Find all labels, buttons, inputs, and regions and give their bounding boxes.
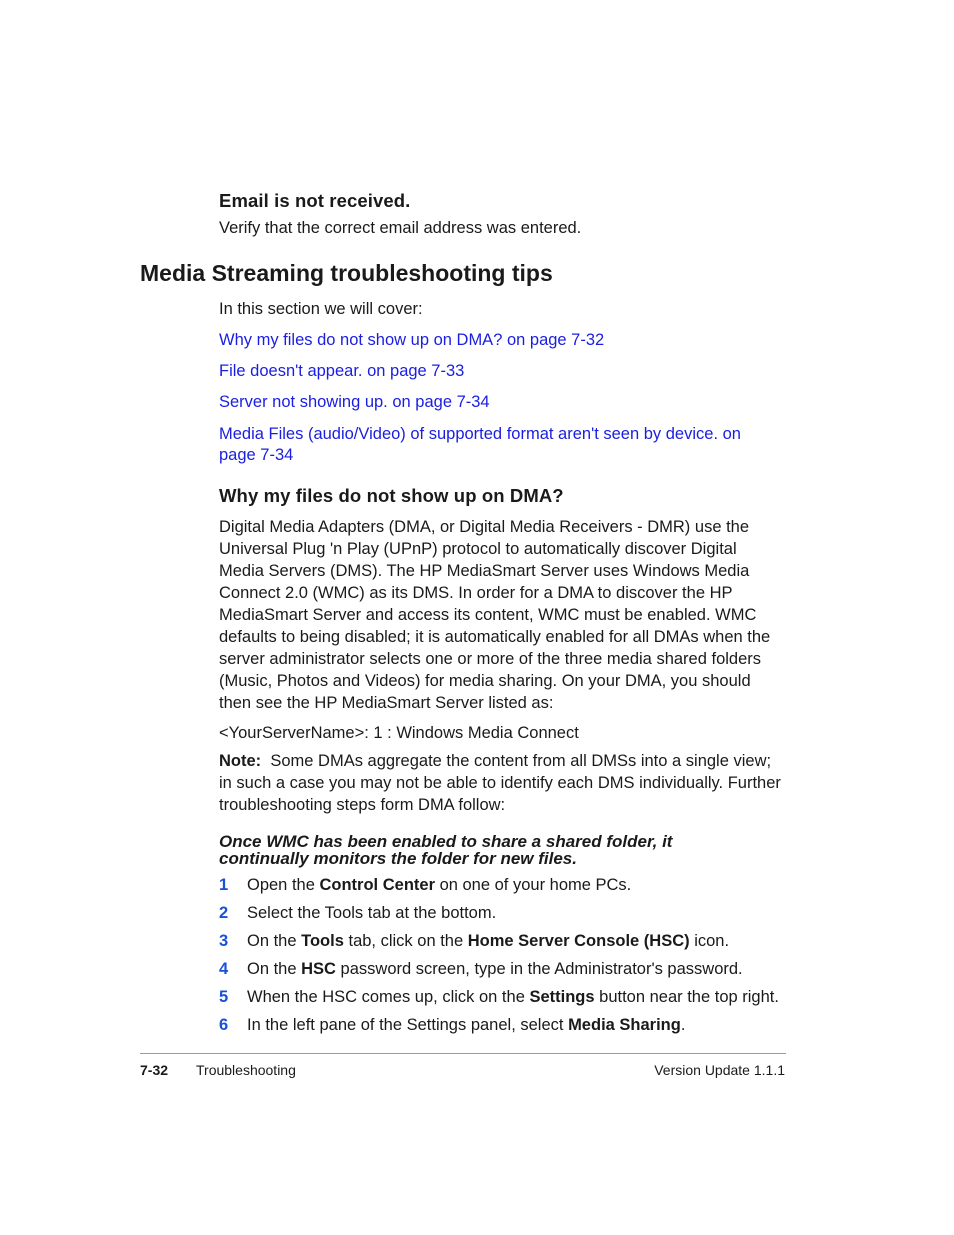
server-listing: <YourServerName>: 1 : Windows Media Connect xyxy=(219,724,579,742)
dma-paragraph: Digital Media Adapters (DMA, or Digital Media Receivers - DMR) use the Universal Plug 'n Play (UPnP) protocol to automatically discover Digital Media Servers (DMS). The HP MediaSmart Server uses Windows Media Connect 2.0 (WMC) as its DMS. In order for a DMA to discover the HP MediaSmart Server and access its content, WMC must be enabled. WMC defaults to being disabled; it is automatically enabled for all DMAs when the server administrator selects one or more of the three media shared folders (Music, Photos and Videos) for media sharing. On your DMA, you should then see the HP MediaSmart Server listed as: xyxy=(219,518,771,712)
step-number: 2 xyxy=(219,904,229,922)
step-number: 5 xyxy=(219,988,229,1006)
step-number: 4 xyxy=(219,960,229,978)
step-6 xyxy=(0,1016,954,1038)
footer-section: Troubleshooting xyxy=(196,1062,296,1078)
footer-version: Version Update 1.1.1 xyxy=(654,1062,785,1078)
note xyxy=(219,750,785,816)
step-text: On the Tools tab, click on the Home Server Console (HSC) icon. xyxy=(247,932,730,950)
link-media-files[interactable]: Media Files (audio/Video) of supported format aren't seen by device. on page 7-34 xyxy=(219,425,741,464)
step-number: 3 xyxy=(219,932,229,950)
step-2 xyxy=(0,904,954,926)
step-text: In the left pane of the Settings panel, select Media Sharing. xyxy=(247,1016,686,1034)
page-number: 7-32 xyxy=(140,1062,169,1078)
step-text: When the HSC comes up, click on the Settings button near the top right. xyxy=(247,988,779,1006)
note-text: Some DMAs aggregate the content from all DMSs into a single view; in such a case you may not be able to identify each DMS individually. Further troubleshooting steps form DMA follow: xyxy=(219,752,781,814)
email-text: Verify that the correct email address was entered. xyxy=(219,219,582,237)
email-heading: Email is not received. xyxy=(219,190,411,211)
link-file-not-appear[interactable]: File doesn't appear. on page 7-33 xyxy=(219,362,465,380)
footer-divider xyxy=(140,1053,786,1054)
callout: Once WMC has been enabled to share a shared folder, it continually monitors the folder for new files. xyxy=(219,832,673,868)
step-text: Select the Tools tab at the bottom. xyxy=(247,904,497,922)
link-why-files[interactable]: Why my files do not show up on DMA? on page 7-32 xyxy=(219,331,605,349)
step-text: Open the Control Center on one of your home PCs. xyxy=(247,876,632,894)
step-number: 1 xyxy=(219,876,229,894)
step-4 xyxy=(0,960,954,982)
step-3 xyxy=(0,932,954,954)
link-server-not-showing[interactable]: Server not showing up. on page 7-34 xyxy=(219,393,490,411)
step-5 xyxy=(0,988,954,1010)
section-heading: Media Streaming troubleshooting tips xyxy=(140,260,553,286)
dma-heading: Why my files do not show up on DMA? xyxy=(219,485,564,506)
step-number: 6 xyxy=(219,1016,229,1034)
intro-text: In this section we will cover: xyxy=(219,300,423,318)
step-text: On the HSC password screen, type in the Administrator's password. xyxy=(247,960,743,978)
note-label: Note: xyxy=(219,752,262,770)
step-1 xyxy=(0,876,954,898)
